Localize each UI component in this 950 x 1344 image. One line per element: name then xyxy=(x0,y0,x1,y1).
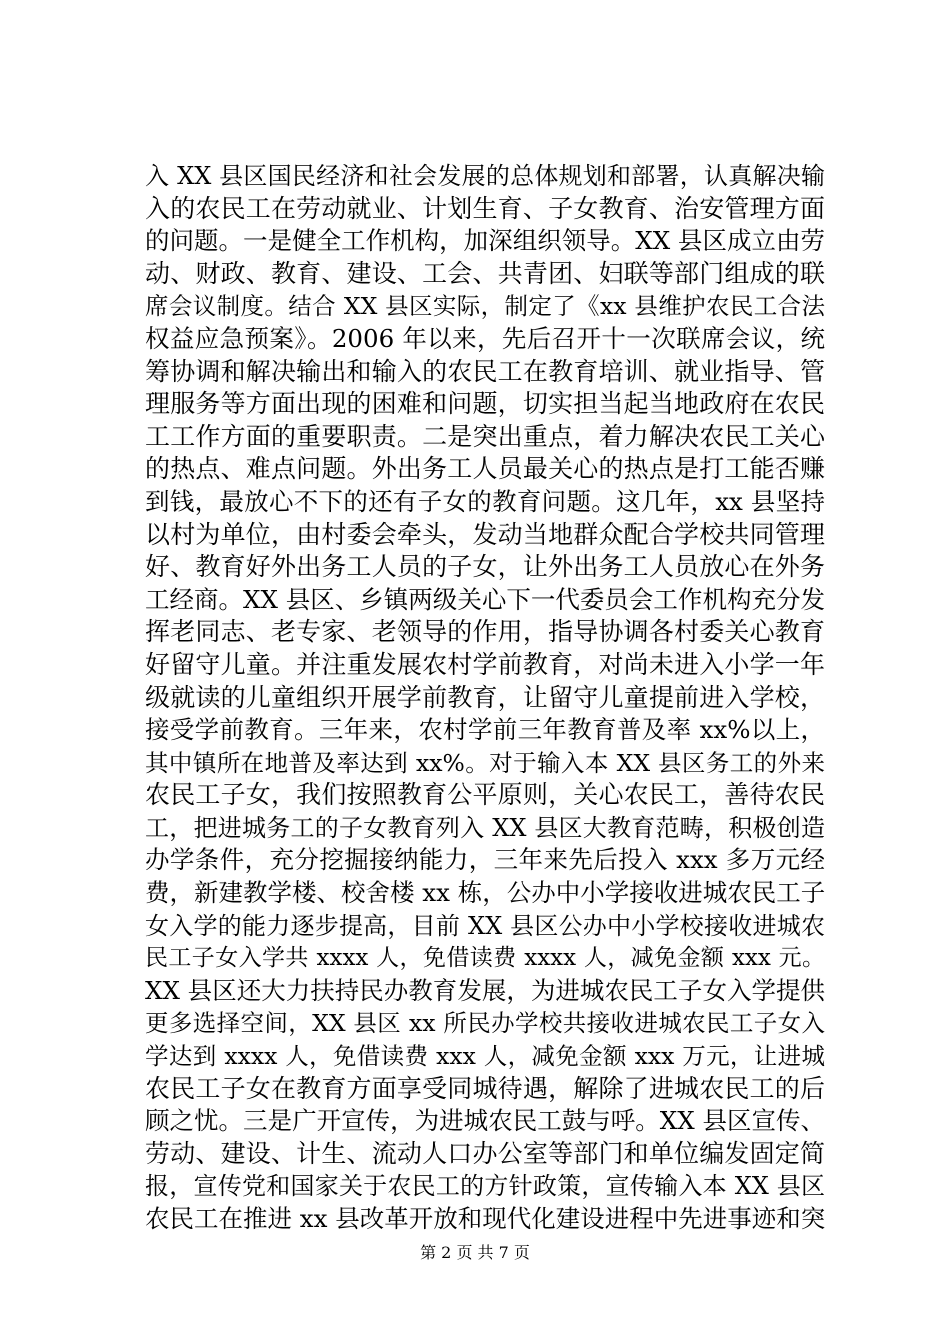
text-line: 动、财政、教育、建设、工会、共青团、妇联等部门组成的联 xyxy=(145,258,825,288)
text-line: 以村为单位，由村委会牵头，发动当地群众配合学校共同管理 xyxy=(145,519,825,549)
text-line: 级就读的儿童组织开展学前教育，让留守儿童提前进入学校， xyxy=(145,682,825,712)
text-line: 的问题。一是健全工作机构，加深组织领导。XX 县区成立由劳 xyxy=(145,226,825,256)
page-footer: 第 2 页 共 7 页 xyxy=(420,1243,530,1262)
text-line: 更多选择空间，XX 县区 xx 所民办学校共接收进城农民工子女入 xyxy=(145,1009,825,1038)
text-line: 理服务等方面出现的困难和问题，切实担当起当地政府在农民 xyxy=(145,389,825,419)
text-line: 工工作方面的重要职责。二是突出重点，着力解决农民工关心 xyxy=(145,421,825,451)
text-line: 报，宣传党和国家关于农民工的方针政策，宣传输入本 XX 县区 xyxy=(145,1172,825,1201)
text-line: 接受学前教育。三年来，农村学前三年教育普及率 xx%以上， xyxy=(145,715,825,745)
text-line: 权益应急预案》。2006 年以来，先后召开十一次联席会议，统 xyxy=(145,323,825,353)
text-line: 民工子女入学共 xxxx 人，免借读费 xxxx 人，减免金额 xxx 元。 xyxy=(145,945,825,972)
text-line: 工经商。XX 县区、乡镇两级关心下一代委员会工作机构充分发 xyxy=(145,584,825,614)
text-line: 的热点、难点问题。外出务工人员最关心的热点是打工能否赚 xyxy=(145,454,825,484)
text-line: 费，新建教学楼、校舍楼 xx 栋，公办中小学接收进城农民工子 xyxy=(145,878,826,908)
text-line: 女入学的能力逐步提高，目前 XX 县区公办中小学校接收进城农 xyxy=(145,911,825,940)
text-line: 劳动、建设、计生、流动人口办公室等部门和单位编发固定简 xyxy=(145,1138,825,1168)
text-line: XX 县区还大力扶持民办教育发展，为进城农民工子女入学提供 xyxy=(145,975,825,1005)
text-line: 农民工子女在教育方面享受同城待遇，解除了进城农民工的后 xyxy=(145,1073,825,1103)
text-line: 好留守儿童。并注重发展农村学前教育，对尚未进入小学一年 xyxy=(145,649,825,679)
text-line: 其中镇所在地普及率达到 xx%。对于输入本 XX 县区务工的外来 xyxy=(145,748,825,777)
text-line: 到钱，最放心不下的还有子女的教育问题。这几年，xx 县坚持 xyxy=(145,486,825,516)
text-line: 筹协调和解决输出和输入的农民工在教育培训、就业指导、管 xyxy=(145,356,825,386)
text-line: 顾之忧。三是广开宣传，为进城农民工鼓与呼。XX 县区宣传、 xyxy=(145,1106,825,1136)
text-line: 好、教育好外出务工人员的子女，让外出务工人员放心在外务 xyxy=(145,552,825,582)
text-line: 入的农民工在劳动就业、计划生育、子女教育、治安管理方面 xyxy=(145,193,825,223)
text-line: 农民工在推进 xx 县改革开放和现代化建设进程中先进事迹和突 xyxy=(145,1204,826,1233)
text-line: 席会议制度。结合 XX 县区实际，制定了《xx 县维护农民工合法 xyxy=(145,292,825,321)
text-line: 挥老同志、老专家、老领导的作用，指导协调各村委关心教育 xyxy=(145,617,825,647)
text-line: 办学条件，充分挖掘接纳能力，三年来先后投入 xxx 多万元经 xyxy=(145,845,825,875)
body-text xyxy=(145,160,825,1236)
text-line: 学达到 xxxx 人，免借读费 xxx 人，减免金额 xxx 万元，让进城 xyxy=(145,1042,825,1071)
text-line: 工，把进城务工的子女教育列入 XX 县区大教育范畴，积极创造 xyxy=(145,813,825,842)
text-line: 农民工子女，我们按照教育公平原则，关心农民工，善待农民 xyxy=(145,780,825,810)
text-line: 入 XX 县区国民经济和社会发展的总体规划和部署，认真解决输 xyxy=(145,162,825,190)
